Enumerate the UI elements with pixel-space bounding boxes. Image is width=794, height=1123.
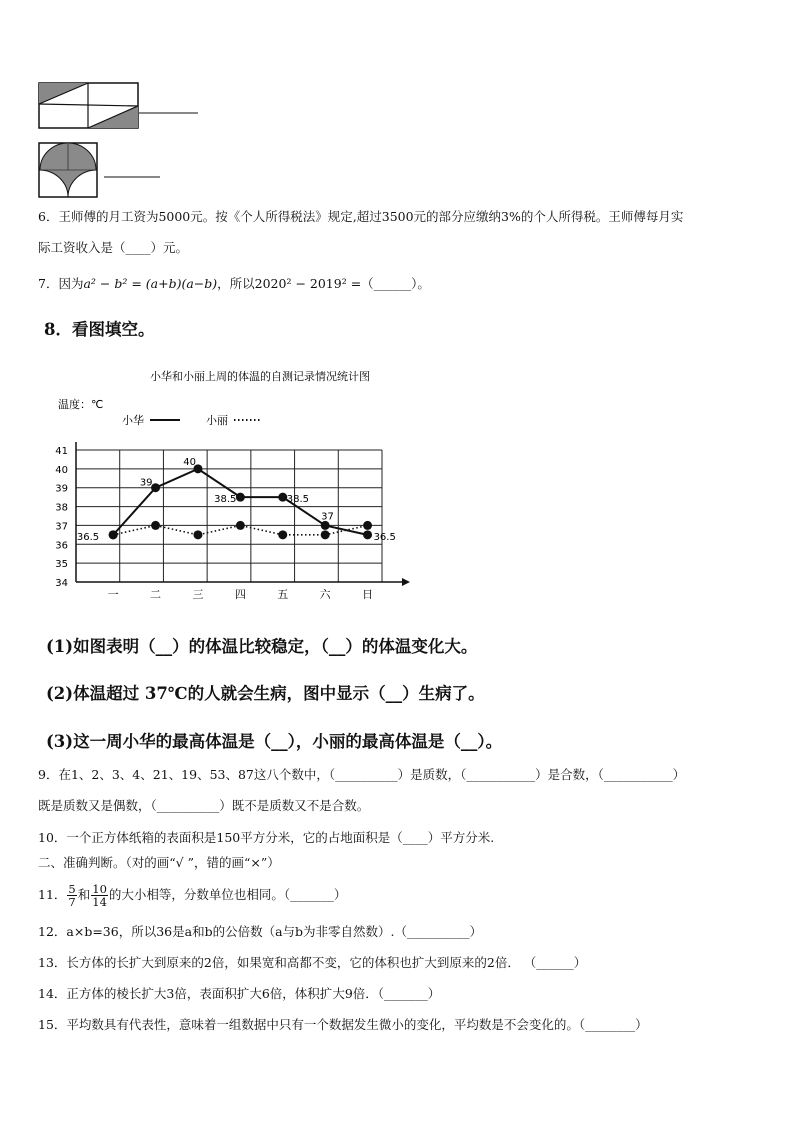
q11-prefix: 11． — [38, 887, 67, 902]
data-label-小华-二: 39 — [139, 477, 153, 489]
y-axis-label: 温度：℃ — [58, 398, 104, 411]
data-label-小华-日: 36.5 — [373, 531, 396, 543]
question-6-line2: 际工资收入是（____）元。 — [38, 240, 189, 255]
y-tick-39: 39 — [55, 483, 68, 495]
question-6-line1: 6．王师傅的月工资为5000元。按《个人所得税法》规定,超过3500元的部分应缴纳3%的个人所得税。王师傅每月实 — [38, 209, 684, 224]
point-小丽-五 — [278, 530, 287, 539]
section-2-heading: 二、准确判断。（对的画“√ ”，错的画“×”） — [38, 855, 280, 870]
x-axis-arrow — [402, 578, 410, 586]
question-8-sub2: (2)体温超过 37℃的人就会生病，图中显示（__）生病了。 — [46, 684, 485, 703]
legend-label-xiaohua: 小华 — [122, 414, 144, 427]
data-label-小华-六: 37 — [321, 511, 334, 523]
legend-label-xiaoli: 小丽 — [206, 414, 228, 427]
question-12: 12．a×b=36，所以36是a和b的公倍数（a与b为非零自然数）.（__________） — [38, 924, 483, 939]
point-小华-日 — [363, 530, 372, 539]
question-9-line2: 既是质数又是偶数，（__________）既不是质数又不是合数。 — [38, 798, 370, 813]
fraction-10-14 — [91, 883, 108, 908]
y-tick-35: 35 — [55, 559, 68, 571]
frac1-num: 5 — [68, 882, 76, 896]
y-tick-40: 40 — [55, 464, 68, 476]
fraction-5-7 — [67, 883, 76, 908]
q7-formula: a² − b² = (a+b)(a−b) — [83, 276, 218, 291]
point-小丽-三 — [193, 530, 202, 539]
x-tick-四: 四 — [234, 588, 246, 601]
frac2-den: 14 — [92, 895, 107, 909]
q11-and: 和 — [77, 887, 91, 902]
x-tick-一: 一 — [107, 588, 119, 601]
q7-prefix: 7．因为 — [38, 276, 84, 291]
question-8-heading: 8．看图填空。 — [44, 320, 155, 339]
frac2-num: 10 — [92, 882, 107, 896]
chart-title: 小华和小丽上周的体温的自测记录情况统计图 — [150, 370, 370, 383]
q7-expr: 2020² − 2019² = — [254, 276, 362, 291]
data-label-小华-五: 38.5 — [286, 494, 310, 506]
question-8-sub1: (1)如图表明（__）的体温比较稳定，（__）的体温变化大。 — [46, 637, 478, 656]
shaded-rectangle-figure — [38, 82, 200, 130]
question-13: 13．长方体的长扩大到原来的2倍，如果宽和高都不变，它的体积也扩大到原来的2倍． （______） — [38, 955, 587, 970]
data-label-小华-一: 36.5 — [76, 531, 100, 543]
x-tick-日: 日 — [362, 588, 374, 601]
chart-grid — [76, 450, 382, 582]
x-tick-五: 五 — [277, 588, 289, 601]
data-label-小华-四: 38.5 — [214, 494, 237, 506]
question-9-line1: 9．在1、2、3、4、21、19、53、87这八个数中，（__________）是质数，（___________）是合数，（___________） — [38, 767, 686, 782]
y-tick-36: 36 — [55, 540, 68, 552]
question-8-sub3: (3)这一周小华的最高体温是（__），小丽的最高体温是（__）。 — [46, 732, 503, 751]
x-tick-二: 二 — [150, 588, 162, 601]
x-tick-六: 六 — [319, 588, 331, 601]
point-小华-四 — [236, 493, 245, 502]
chart-series — [77, 457, 396, 543]
question-11 — [38, 877, 346, 913]
point-小丽-一 — [109, 530, 118, 539]
question-14: 14．正方体的棱长扩大3倍，表面积扩大6倍，体积扩大9倍．（_______） — [38, 986, 441, 1001]
temperature-line-chart — [40, 360, 440, 610]
point-小丽-四 — [236, 521, 245, 530]
shaded-circle-figure — [38, 142, 162, 198]
y-tick-37: 37 — [55, 521, 68, 533]
question-7 — [38, 276, 430, 292]
y-tick-34: 34 — [55, 578, 68, 589]
question-15: 15．平均数具有代表性，意味着一组数据中只有一个数据发生微小的变化，平均数是不会变化的。（________） — [38, 1017, 648, 1032]
data-label-小华-三: 40 — [183, 456, 196, 468]
y-tick-38: 38 — [55, 502, 68, 514]
point-小丽-二 — [151, 521, 160, 530]
frac1-den: 7 — [68, 895, 76, 909]
point-小丽-六 — [321, 530, 330, 539]
chart-axes — [55, 442, 410, 601]
question-10: 10．一个正方体纸箱的表面积是150平方分米，它的占地面积是（____）平方分米. — [38, 830, 495, 845]
y-tick-41: 41 — [55, 446, 68, 457]
q7-answer-blank[interactable]: （______）。 — [361, 276, 430, 291]
point-小丽-日 — [363, 521, 372, 530]
x-tick-三: 三 — [192, 588, 204, 601]
q11-suffix: 的大小相等，分数单位也相同。（_______） — [108, 887, 347, 902]
q7-mid: ，所以 — [217, 276, 255, 291]
